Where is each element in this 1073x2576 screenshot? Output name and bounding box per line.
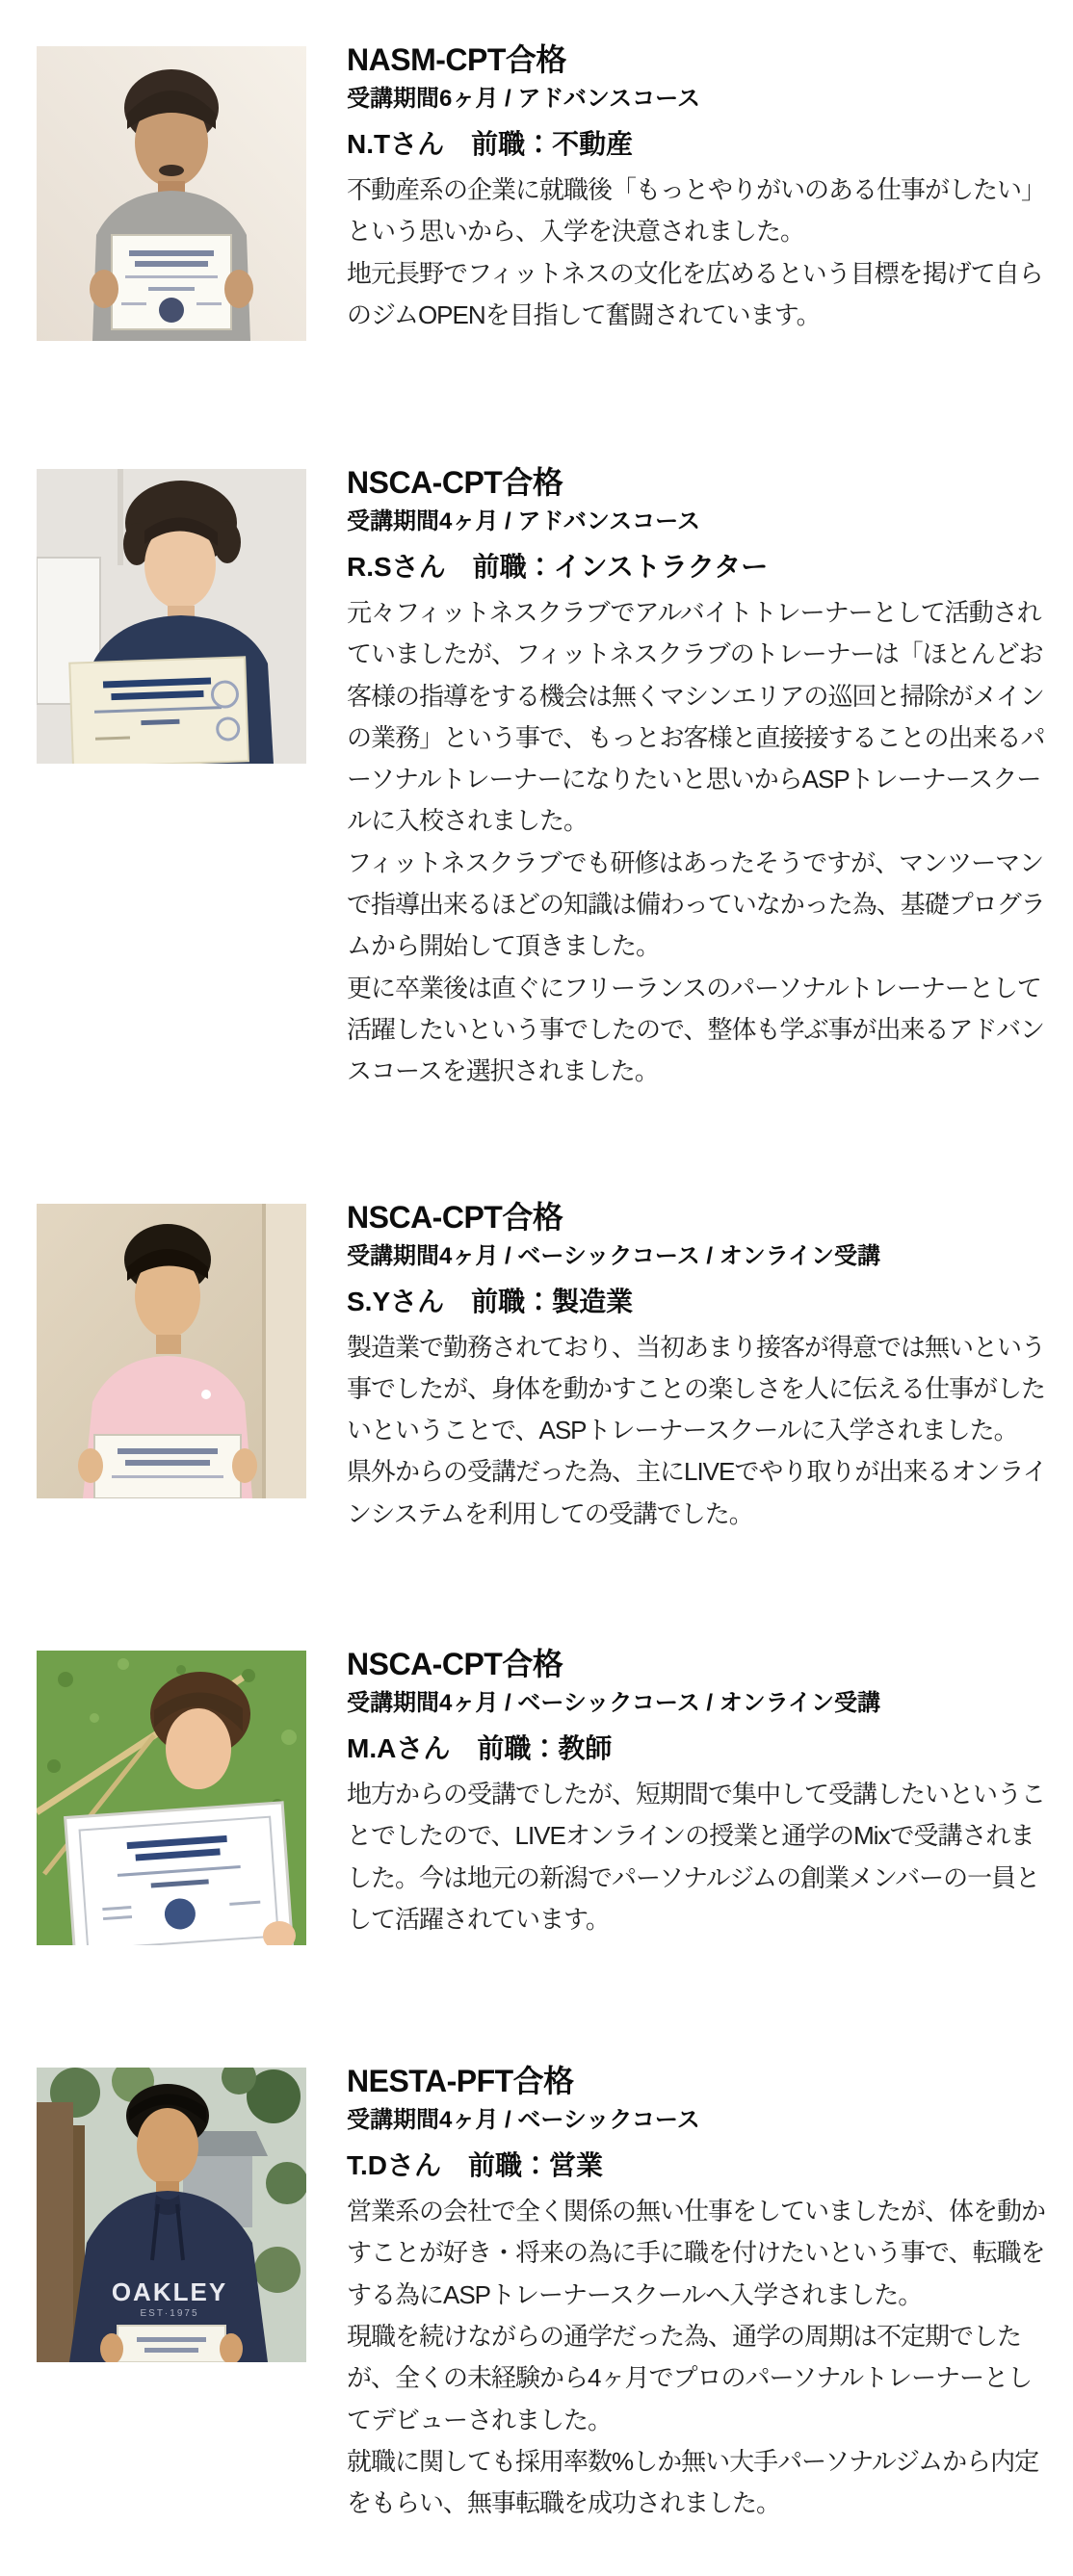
- course-subtitle: 受講期間4ヶ月 / ベーシックコース / オンライン受講: [347, 1690, 880, 1717]
- testimonial-paragraph: 現職を続けながらの通学だった為、通学の周期は不定期でしたが、全くの未経験から4ヶ月でプロのパーソナルトレーナーとしてデビューされました。: [347, 2321, 1033, 2434]
- testimonial-body: [347, 592, 1052, 1093]
- certification-title: NSCA-CPT合格: [347, 465, 563, 500]
- testimonial-photo: [37, 2068, 306, 2362]
- testimonial-content: [347, 1645, 1052, 1940]
- testimonial-photo: [37, 46, 306, 341]
- testimonial-paragraph: 就職に関しても採用率数%しか無い大手パーソナルジムから内定をもらい、無事転職を成功されました。: [347, 2446, 1039, 2518]
- student-name: R.Sさん 前職：インストラクター: [347, 552, 769, 582]
- shirt-brand-subtext: EST·1975: [140, 2308, 199, 2320]
- testimonial-paragraph: 製造業で勤務されており、当初あまり接客が得意では無いという事でしたが、身体を動かすことの楽しさを人に伝える仕事がしたいということで、ASPトレーナースクールに入学されました。: [347, 1332, 1046, 1445]
- testimonial-photo: [37, 1651, 306, 1945]
- testimonial-photo: [37, 469, 306, 764]
- photo-man-outdoor-oakley-shirt: [37, 2068, 306, 2362]
- student-name: T.Dさん 前職：営業: [347, 2150, 604, 2181]
- testimonial-content: [347, 2062, 1052, 2524]
- course-subtitle: 受講期間4ヶ月 / アドバンスコース: [347, 508, 700, 534]
- testimonial-body: [347, 169, 1052, 336]
- testimonial-content: [347, 1198, 1052, 1535]
- testimonial-photo: [37, 1204, 306, 1498]
- course-subtitle: 受講期間4ヶ月 / ベーシックコース: [347, 2107, 700, 2134]
- testimonial-section: [37, 465, 1073, 1093]
- certification-title: NESTA-PFT合格: [347, 2064, 574, 2099]
- testimonial-paragraph: 不動産系の企業に就職後「もっとやりがいのある仕事がしたい」という思いから、入学を決意されました。: [347, 175, 1046, 247]
- testimonial-body: [347, 1327, 1052, 1535]
- testimonial-paragraph: 地方からの受講でしたが、短期間で集中して受講したいということでしたので、LIVEオンラインの授業と通学のMixで受講されました。今は地元の新潟でパーソナルジムの創業メンバーの一員として活躍されています。: [347, 1780, 1046, 1934]
- testimonial-paragraph: 地元長野でフィットネスの文化を広めるという目標を掲げて自らのジムOPENを目指して奮闘されています。: [347, 258, 1043, 329]
- testimonial-content: [347, 463, 1052, 1093]
- course-subtitle: 受講期間4ヶ月 / ベーシックコース / オンライン受講: [347, 1242, 880, 1269]
- testimonial-section: [37, 1647, 1073, 1945]
- certification-title: NSCA-CPT合格: [347, 1199, 563, 1235]
- testimonial-section: [37, 2064, 1073, 2524]
- student-name: S.Yさん 前職：製造業: [347, 1286, 634, 1316]
- testimonial-body: [347, 2191, 1052, 2524]
- student-name: M.Aさん 前職：教師: [347, 1733, 613, 1764]
- testimonial-paragraph: 県外からの受講だった為、主にLIVEでやり取りが出来るオンラインシステムを利用しての受講でした。: [347, 1457, 1047, 1528]
- photo-man-grey-tshirt-certificate: [37, 46, 306, 341]
- certification-title: NASM-CPT合格: [347, 42, 566, 77]
- student-name: N.Tさん 前職：不動産: [347, 129, 634, 159]
- certification-title: NSCA-CPT合格: [347, 1647, 563, 1682]
- testimonial-section: [37, 42, 1073, 341]
- shirt-brand-text: OAKLEY: [111, 2277, 228, 2307]
- testimonial-paragraph: 元々フィットネスクラブでアルバイトトレーナーとして活動されていましたが、フィットネスクラブのトレーナーは「ほとんどお客様の指導をする機会は無くマシンエリアの巡回と掃除がメインの業務」という事で、もっとお客様と直接接することの出来るパーソナルトレーナーになりたいと思いからASPトレーナースクールに入校されました。: [347, 598, 1045, 836]
- testimonial-body: [347, 1774, 1052, 1940]
- testimonial-paragraph: 更に卒業後は直ぐにフリーランスのパーソナルトレーナーとして活躍したいという事でしたので、整体も学ぶ事が出来るアドバンスコースを選択されました。: [347, 973, 1044, 1086]
- testimonial-paragraph: フィットネスクラブでも研修はあったそうですが、マンツーマンで指導出来るほどの知識は備わっていなかった為、基礎プログラムから開始して頂きました。: [347, 847, 1045, 961]
- testimonial-content: [347, 40, 1052, 336]
- course-subtitle: 受講期間6ヶ月 / アドバンスコース: [347, 86, 700, 112]
- testimonial-paragraph: 営業系の会社で全く関係の無い仕事をしていましたが、体を動かすことが好き・将来の為に手に職を付けたいという事で、転職をする為にASPトレーナースクールへ入学されました。: [347, 2197, 1046, 2309]
- photo-man-navy-tshirt-certificate: [37, 469, 306, 764]
- photo-man-pink-tshirt-certificate: [37, 1204, 306, 1498]
- testimonial-section: [37, 1199, 1073, 1535]
- photo-woman-grass-wall-certificate: [37, 1651, 306, 1945]
